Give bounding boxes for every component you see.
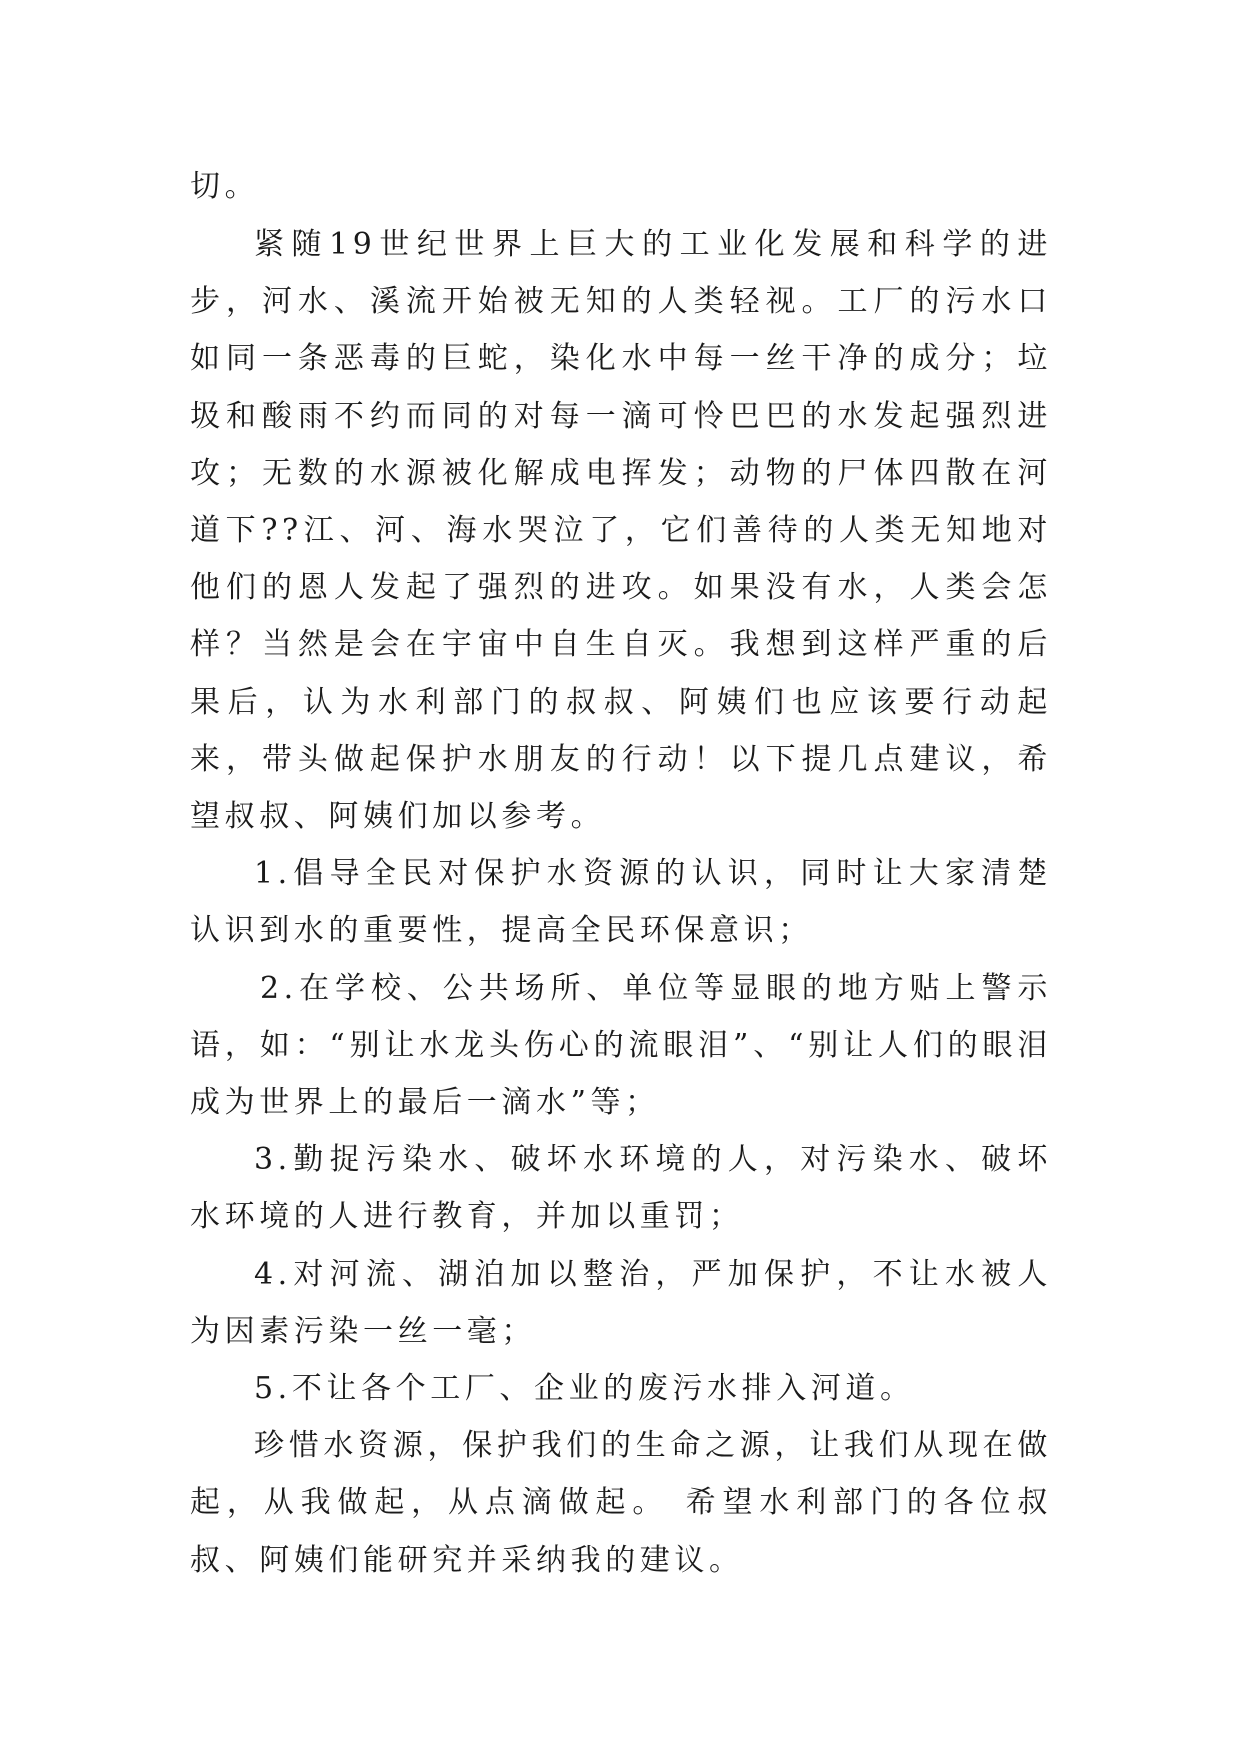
suggestion-item-2: 2.在学校、公共场所、单位等显眼的地方贴上警示语，如：“别让水龙头伤心的流眼泪”、“别让人们的眼泪成为世界上的最后一滴水”等； [190, 970, 1052, 1121]
suggestion-item-3: 3.勤捉污染水、破坏水环境的人，对污染水、破坏水环境的人进行教育，并加以重罚； [190, 1142, 1052, 1235]
suggestion-item-4: 4.对河流、湖泊加以整治，严加保护，不让水被人为因素污染一丝一毫； [190, 1256, 1052, 1349]
document-page [190, 158, 1052, 1589]
paragraph-continuation: 切。 [190, 169, 260, 204]
suggestion-item-1: 1.倡导全民对保护水资源的认识，同时让大家清楚认识到水的重要性，提高全民环保意识； [190, 856, 1052, 949]
paragraph-conclusion: 珍惜水资源，保护我们的生命之源，让我们从现在做起，从我做起，从点滴做起。 希望水利部门的各位叔叔、阿姨们能研究并采纳我的建议。 [190, 1428, 1052, 1578]
suggestion-item-5: 5.不让各个工厂、企业的废污水排入河道。 [254, 1371, 915, 1407]
paragraph-industrialization: 紧随19世纪世界上巨大的工业化发展和科学的进步，河水、溪流开始被无知的人类轻视。工厂的污水口如同一条恶毒的巨蛇，染化水中每一丝干净的成分；垃圾和酸雨不约而同的对每一滴可怜巴巴的水发起强烈进攻；无数的水源被化解成电挥发；动物的尸体四散在河道下??江、河、海水哭泣了，它们善待的人类无知地对他们的恩人发起了强烈的进攻。如果没有水，人类会怎样？当然是会在宇宙中自生自灭。我想到这样严重的后果后，认为水利部门的叔叔、阿姨们也应该要行动起来，带头做起保护水朋友的行动！以下提几点建议，希望叔叔、阿姨们加以参考。 [190, 227, 1052, 835]
